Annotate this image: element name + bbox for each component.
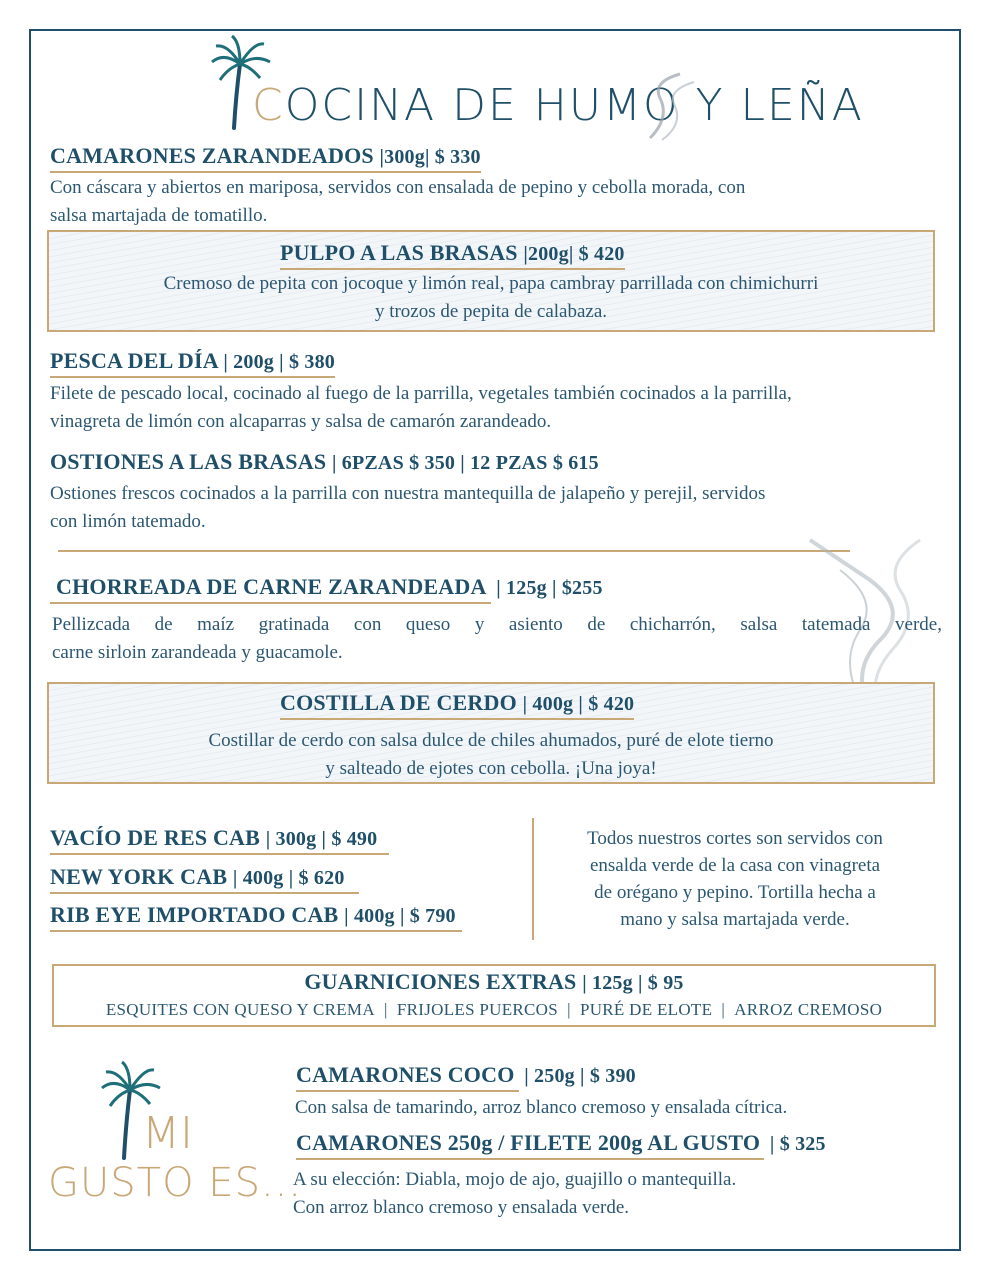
- cut-item: [50, 902, 462, 932]
- side-item: ARROZ CREMOSO: [734, 1000, 883, 1019]
- menu-item-description: [50, 174, 940, 230]
- desc-line: Costillar de cerdo con salsa dulce de chiles ahumados, puré de elote tierno: [208, 730, 774, 751]
- desc-line: Con cáscara y abiertos en mariposa, servidos con ensalada de pepino y cebolla morada, con: [50, 177, 746, 198]
- item-name: NEW YORK CAB: [50, 864, 228, 889]
- item-name: OSTIONES A LAS BRASAS: [50, 449, 327, 474]
- item-price: | 400g | $ 620: [232, 867, 345, 889]
- menu-item-title: [50, 574, 603, 604]
- item-name: CAMARONES COCO: [296, 1062, 515, 1087]
- item-name: CAMARONES ZARANDEADOS: [50, 143, 374, 168]
- sides-list: [52, 1000, 936, 1020]
- item-price: | 200g | $ 380: [223, 351, 335, 373]
- menu-item-description: [47, 727, 935, 783]
- desc-line: Con salsa de tamarindo, arroz blanco cremoso y ensalada cítrica.: [295, 1097, 788, 1118]
- menu-item-title: [296, 1130, 826, 1160]
- item-name: CHORREADA DE CARNE ZARANDEADA: [56, 574, 487, 599]
- side-separator: |: [721, 1000, 726, 1019]
- menu-item-description: [293, 1166, 933, 1222]
- menu-item-description: [50, 380, 950, 436]
- item-price: | 6PZAS $ 350 | 12 PZAS $ 615: [331, 452, 599, 474]
- smoke-decoration: [640, 68, 710, 148]
- item-price: | 250g | $ 390: [524, 1065, 636, 1087]
- menu-item-title: [280, 240, 625, 270]
- item-name: VACÍO DE RES CAB: [50, 825, 261, 850]
- side-item: FRIJOLES PUERCOS: [396, 1000, 559, 1019]
- mi-gusto-logo-line2: GUSTO ES...: [48, 1160, 303, 1206]
- desc-line: Con arroz blanco cremoso y ensalada verde.: [293, 1197, 630, 1218]
- note-line: de orégano y pepino. Tortilla hecha a: [594, 882, 876, 903]
- side-item: ESQUITES CON QUESO Y CREMA: [105, 1000, 375, 1019]
- desc-line: Pellizcada de maíz gratinada con queso y asiento de chicharrón, salsa tatemada verde,: [52, 614, 942, 635]
- desc-line: y trozos de pepita de calabaza.: [374, 301, 608, 322]
- cut-item: [50, 825, 389, 855]
- menu-item-title: [50, 449, 599, 475]
- cut-item: [50, 864, 359, 894]
- item-price: | 125g | $255: [496, 577, 603, 599]
- menu-item-description: [295, 1094, 935, 1122]
- desc-line: salsa martajada de tomatillo.: [50, 205, 268, 226]
- side-separator: |: [384, 1000, 388, 1019]
- mi-gusto-logo-line1: MI: [142, 1108, 193, 1159]
- page-title: [252, 80, 864, 131]
- menu-item-title: [50, 348, 335, 378]
- note-line: Todos nuestros cortes son servidos con: [587, 828, 883, 849]
- item-price: |300g| $ 330: [379, 146, 481, 168]
- desc-line: Cremoso de pepita con jocoque y limón real, papa cambray parrillada con chimichurri: [163, 273, 819, 294]
- side-separator: |: [567, 1000, 571, 1019]
- vertical-divider: [532, 818, 534, 940]
- menu-item-description: [52, 611, 942, 667]
- item-price: | 400g | $ 420: [522, 693, 635, 715]
- cuts-note: [540, 825, 930, 933]
- note-line: mano y salsa martajada verde.: [620, 909, 850, 930]
- sides-price: | 125g | $ 95: [582, 972, 684, 994]
- desc-line: A su elección: Diabla, mojo de ajo, guajillo o mantequilla.: [293, 1169, 737, 1190]
- item-name: PULPO A LAS BRASAS: [280, 240, 518, 265]
- desc-line: Filete de pescado local, cocinado al fuego de la parrilla, vegetales también cocinados a la parrilla,: [50, 383, 792, 404]
- desc-line: con limón tatemado.: [50, 511, 206, 532]
- section-divider: [58, 550, 850, 552]
- sides-title: [52, 969, 936, 995]
- item-name: COSTILLA DE CERDO: [280, 690, 517, 715]
- menu-item-description: [47, 270, 935, 326]
- page-title-rest: OCINA DE HUMO Y LEÑA: [284, 80, 864, 131]
- desc-line: carne sirloin zarandeada y guacamole.: [52, 642, 343, 663]
- item-name: RIB EYE IMPORTADO CAB: [50, 902, 339, 927]
- menu-item-title: [280, 690, 634, 720]
- menu-item-title: [50, 143, 481, 173]
- item-price: | 300g | $ 490: [265, 828, 378, 850]
- sides-title-name: GUARNICIONES EXTRAS: [304, 969, 577, 994]
- desc-line: vinagreta de limón con alcaparras y salsa de camarón zarandeado.: [50, 411, 552, 432]
- note-line: ensalda verde de la casa con vinagreta: [589, 855, 881, 876]
- page-title-initial: C: [252, 80, 285, 131]
- side-item: PURÉ DE ELOTE: [579, 1000, 713, 1019]
- item-price: | 400g | $ 790: [344, 905, 456, 927]
- item-price: |200g| $ 420: [523, 243, 625, 265]
- desc-line: Ostiones frescos cocinados a la parrilla con nuestra mantequilla de jalapeño y perejil, servidos: [50, 483, 766, 504]
- item-price: | $ 325: [769, 1133, 826, 1155]
- item-name: PESCA DEL DÍA: [50, 348, 218, 373]
- item-name: CAMARONES 250g / FILETE 200g AL GUSTO: [296, 1130, 761, 1155]
- desc-line: y salteado de ejotes con cebolla. ¡Una joya!: [325, 758, 657, 779]
- menu-item-title: [296, 1062, 636, 1092]
